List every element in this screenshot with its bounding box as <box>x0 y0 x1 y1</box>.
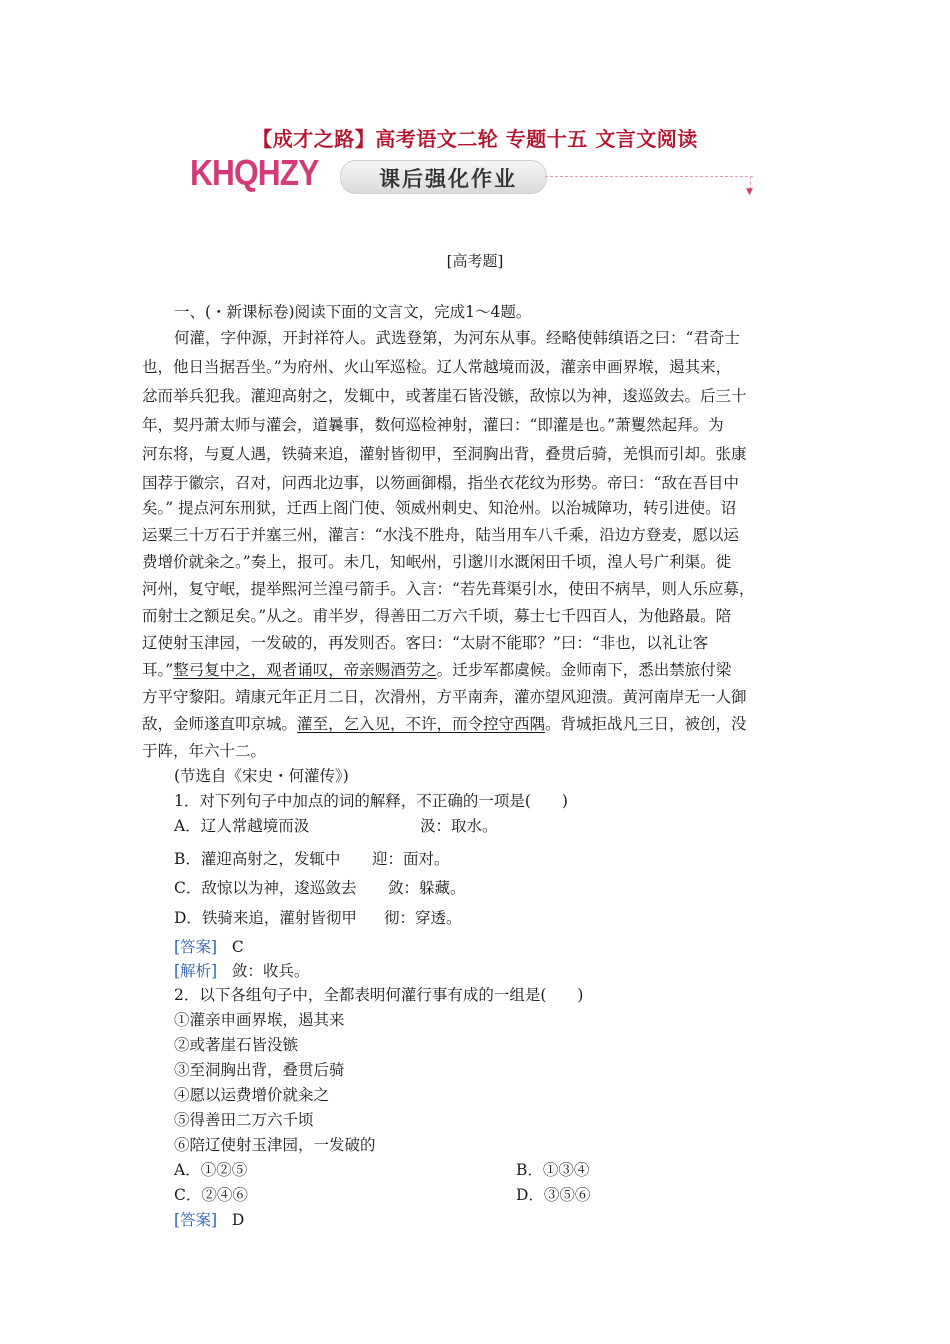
brand-logo: KHQHZY <box>190 152 319 193</box>
section-label: [高考题] <box>446 252 504 270</box>
passage-text: 敌，金师遂直叩京城。 <box>142 715 298 733</box>
q1-option-a-gloss: 汲：取水。 <box>420 817 498 835</box>
passage-line: 年，契丹萧太师与灌会，道曩事，数何巡检神射，灌曰：“即灌是也。”萧矍然起拜。为 <box>142 416 724 434</box>
banner-divider <box>545 176 753 177</box>
q1-option-d-gloss: 彻：穿透。 <box>384 909 462 927</box>
passage-line: 也，他日当据吾坐。”为府州、火山军巡检。辽人常越境而汲，灌亲申画界堠，遏其来， <box>142 358 732 376</box>
q1-option-c-gloss: 敛：躲藏。 <box>388 879 466 897</box>
q2-answer <box>174 1208 244 1230</box>
passage-text: 。背城拒战凡三日，被创，没 <box>545 715 747 733</box>
q1-option-b: B．灌迎高射之，发辄中 <box>174 850 341 868</box>
passage-line: 费增价就籴之。”奏上，报可。未几，知岷州，引邈川水溉闲田千顷，湟人号广利渠。徙 <box>142 553 732 571</box>
passage-text: 耳。” <box>142 661 174 679</box>
passage-line: 而射士之额足矣。”从之。甫半岁，得善田二万六千顷，募士七千四百人，为他路最。陪 <box>142 607 732 625</box>
q2-item: ②或著崖石皆没镞 <box>174 1036 299 1054</box>
passage-source: (节选自《宋史・何灌传》) <box>174 767 349 785</box>
q2-item: ①灌亲申画界堠，遏其来 <box>174 1011 345 1029</box>
passage-line <box>142 712 747 734</box>
passage-line <box>142 658 731 680</box>
q2-item: ⑥陪辽使射玉津园，一发破的 <box>174 1136 376 1154</box>
question-2-stem: 2．以下各组句子中，全都表明何灌行事有成的一组是( ) <box>174 986 584 1004</box>
passage-line: 于阵，年六十二。 <box>142 742 267 760</box>
q2-item: ⑤得善田二万六千顷 <box>174 1111 314 1129</box>
arrow-down-icon: ▼ <box>746 187 753 197</box>
answer-value: C <box>231 938 244 956</box>
q1-option-c: C．敌惊以为神，逡巡敛去 <box>174 879 357 897</box>
passage-line: 辽使射玉津园，一发破的，再发则否。客曰：“太尉不能耶？”曰：“非也，以礼让客 <box>142 634 709 652</box>
passage-line: 国荐于徽宗，召对，问西北边事，以笏画御榻，指坐衣花纹为形势。帝曰：“敌在吾目中 <box>142 474 739 492</box>
q1-option-b-gloss: 迎：面对。 <box>372 850 450 868</box>
passage-line: 矣。” 提点河东刑狱，迁西上阁门使、领威州刺史、知沧州。以治城障功，转引进使。诏 <box>142 499 737 517</box>
passage-line: 运粟三十万石于并塞三州，灌言：“水浅不胜舟，陆当用车八千乘，沿边方登麦，愿以运 <box>142 526 739 544</box>
q2-option-c: C．②④⑥ <box>174 1186 248 1204</box>
passage-line: 河东将，与夏人遇，铁骑来追，灌射皆彻甲，至洞胸出背，叠贯后骑，羌惧而引却。张康 <box>142 445 747 463</box>
q1-answer <box>174 935 244 957</box>
question-1-stem: 1．对下列句子中加点的词的解释，不正确的一项是( ) <box>174 792 568 810</box>
answer-label: [答案] <box>174 1211 218 1229</box>
banner <box>190 152 760 198</box>
passage-line: 河州，复守岷，提举熙河兰湟弓箭手。入言：“若先葺渠引水，使田不病旱，则人乐应募， <box>142 580 755 598</box>
passage-line: 方平守黎阳。靖康元年正月二日，次滑州，方平南奔，灌亦望风迎溃。黄河南岸无一人御 <box>142 688 747 706</box>
passage-line: 忿而举兵犯我。灌迎高射之，发辄中，或著崖石皆没镞，敌惊以为神，逡巡敛去。后三十 <box>142 387 747 405</box>
banner-subtitle: 课后强化作业 <box>379 167 517 191</box>
answer-label: [答案] <box>174 938 218 956</box>
intro-text: 一、(・新课标卷)阅读下面的文言文，完成1～4题。 <box>174 303 532 321</box>
underlined-sentence: 整弓复中之，观者诵叹，帝亲赐酒劳之 <box>173 661 437 679</box>
banner-pill <box>340 160 547 194</box>
q2-item: ③至洞胸出背，叠贯后骑 <box>174 1061 345 1079</box>
answer-value: D <box>231 1211 245 1229</box>
q2-option-b: B．①③④ <box>516 1161 590 1179</box>
q1-option-d: D．铁骑来追，灌射皆彻甲 <box>174 909 357 927</box>
page-title: 【成才之路】高考语文二轮 专题十五 文言文阅读 <box>252 127 698 151</box>
passage-text: 。迁步军都虞候。金师南下，悉出禁旅付梁 <box>436 661 732 679</box>
q2-option-a: A．①②⑤ <box>174 1161 248 1179</box>
q2-item: ④愿以运费增价就籴之 <box>174 1086 330 1104</box>
analysis-text: 敛：收兵。 <box>231 962 310 980</box>
q1-analysis <box>174 959 309 981</box>
q1-option-a: A．辽人常越境而汲 <box>174 817 310 835</box>
passage-line: 何灌，字仲源，开封祥符人。武选登第，为河东从事。经略使韩缜语之曰：“君奇士 <box>174 329 740 347</box>
analysis-label: [解析] <box>174 962 218 980</box>
q2-option-d: D．③⑤⑥ <box>516 1186 591 1204</box>
underlined-sentence: 灌至，乞入见，不许，而令控守西隅 <box>297 715 546 733</box>
